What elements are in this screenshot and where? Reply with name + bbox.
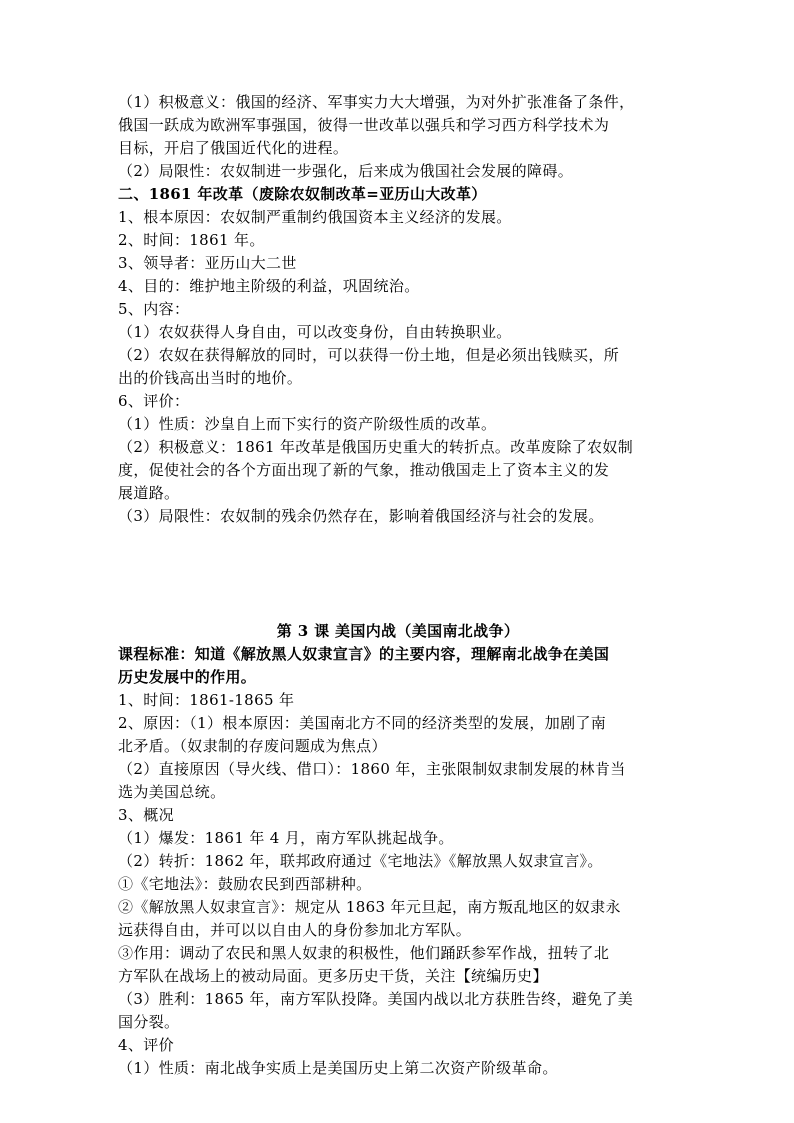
text-line: （1）性质：南北战争实质上是美国历史上第二次资产阶级革命。: [118, 1059, 558, 1077]
text-line: （2）局限性：农奴制进一步强化，后来成为俄国社会发展的障碍。: [118, 162, 574, 180]
text-line: 方军队在战场上的被动局面。更多历史干货，关注【统编历史】: [118, 967, 548, 985]
course-standard-line: 历史发展中的作用。: [118, 668, 257, 686]
text-line: 远获得自由，并可以以自由人的身份参加北方军队。: [118, 921, 472, 939]
text-line: ①《宅地法》：鼓励农民到西部耕种。: [118, 875, 372, 893]
text-line: （1）积极意义：俄国的经济、军事实力大大增强，为对外扩张准备了条件，: [118, 93, 635, 111]
text-line: 4、目的：维护地主阶级的利益，巩固统治。: [118, 277, 420, 295]
text-line: 出的价钱高出当时的地价。: [118, 369, 303, 387]
course-standard-line: 课程标准：知道《解放黑人奴隶宣言》的主要内容，理解南北战争在美国: [118, 645, 610, 663]
text-line: 4、评价: [118, 1036, 174, 1054]
text-line: 展道路。: [118, 484, 180, 502]
text-line: ②《解放黑人奴隶宣言》：规定从 1863 年元旦起，南方叛乱地区的奴隶永: [118, 898, 621, 916]
text-line: （2）农奴在获得解放的同时，可以获得一份土地，但是必须出钱赎买，所: [118, 346, 620, 364]
text-line: 度，促使社会的各个方面出现了新的气象，推动俄国走上了资本主义的发: [118, 461, 610, 479]
text-line: 2、时间：1861 年。: [118, 231, 265, 249]
text-line: 选为美国总统。: [118, 783, 226, 801]
text-line: 俄国一跃成为欧洲军事强国，彼得一世改革以强兵和学习西方科学技术为: [118, 116, 610, 134]
text-line: 北矛盾。（奴隶制的存废问题成为焦点）: [118, 737, 387, 755]
text-line: （3）局限性：农奴制的残余仍然存在，影响着俄国经济与社会的发展。: [118, 507, 604, 525]
lesson-title: 第 3 课 美国内战（美国南北战争）: [276, 622, 520, 640]
text-line: （3）胜利：1865 年，南方军队投降。美国内战以北方获胜告终，避免了美: [118, 990, 634, 1008]
text-line: （1）爆发：1861 年 4 月，南方军队挑起战争。: [118, 829, 454, 847]
lesson3-block: [118, 620, 678, 1080]
text-line: （2）直接原因（导火线、借口）：1860 年，主张限制奴隶制发展的林肯当: [118, 760, 626, 778]
text-line: （1）性质：沙皇自上而下实行的资产阶级性质的改革。: [118, 415, 497, 433]
text-line: 5、内容：: [118, 300, 190, 318]
text-line: （2）积极意义：1861 年改革是俄国历史重大的转折点。改革废除了农奴制: [118, 438, 634, 456]
text-line: 2、原因：（1）根本原因：美国南北方不同的经济类型的发展，加剧了南: [118, 714, 607, 732]
text-line: （1）农奴获得人身自由，可以改变身份，自由转换职业。: [118, 323, 512, 341]
blank-space: [118, 528, 678, 620]
section1-block: [118, 91, 678, 183]
text-line: 1、时间：1861-1865 年: [118, 691, 295, 709]
text-line: 6、评价：: [118, 392, 190, 410]
text-line: 3、领导者：亚历山大二世: [118, 254, 297, 272]
text-line: （2）转折：1862 年，联邦政府通过《宅地法》《解放黑人奴隶宣言》。: [118, 852, 603, 870]
document-page: [118, 91, 678, 1080]
text-line: 1、根本原因：农奴制严重制约俄国资本主义经济的发展。: [118, 208, 512, 226]
text-line: 3、概况: [118, 806, 174, 824]
text-line: 国分裂。: [118, 1013, 180, 1031]
section2-block: [118, 183, 678, 528]
text-line: 目标，开启了俄国近代化的进程。: [118, 139, 349, 157]
section-heading: 二、1861 年改革（废除农奴制改革=亚历山大改革）: [118, 185, 487, 203]
text-line: ③作用：调动了农民和黑人奴隶的积极性，他们踊跃参军作战，扭转了北: [118, 944, 610, 962]
